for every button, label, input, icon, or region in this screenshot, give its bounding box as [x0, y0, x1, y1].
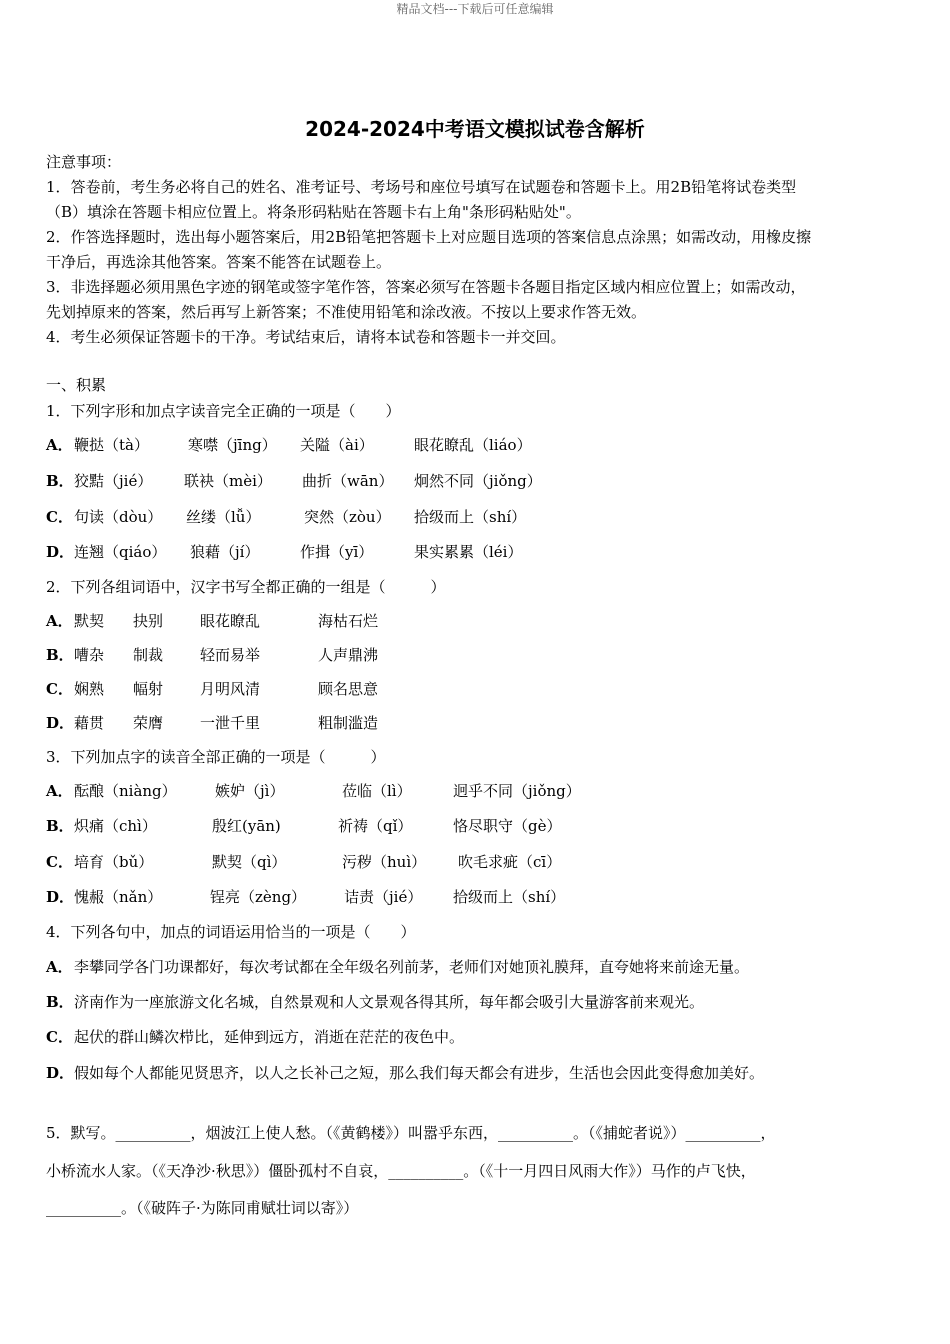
option-item: 嘈杂 — [74, 646, 105, 664]
option-item: 制裁 — [133, 646, 164, 664]
option-letter: B． — [46, 472, 74, 490]
notice-line: 先划掉原来的答案，然后再写上新答案；不准使用铅笔和涂改液。不按以上要求作答无效。 — [46, 303, 647, 321]
option-item: 句读（dòu） — [74, 508, 163, 526]
option-letter: D． — [46, 543, 75, 561]
option-item: 愧赧（nǎn） — [74, 888, 163, 906]
option-item: 眼花瞭乱（liáo） — [414, 436, 532, 454]
option-letter: A． — [46, 612, 73, 630]
option-item: 迥乎不同（jiǒng） — [453, 782, 581, 800]
option-item: 连翘（qiáo） — [74, 543, 167, 561]
question-stem: 3．下列加点字的读音全部正确的一项是（ ） — [46, 748, 386, 766]
option-item: 关隘（ài） — [300, 436, 374, 454]
option-item: 海枯石烂 — [318, 612, 379, 630]
option-letter: A． — [46, 958, 73, 976]
option-letter: D． — [46, 714, 75, 732]
option-item: 顾名思意 — [318, 680, 379, 698]
option-item: 眼花瞭乱 — [200, 612, 261, 630]
notice-line: 3．非选择题必须用黑色字迹的钢笔或签字笔作答，答案必须写在答题卡各题目指定区域内相应位置上；如需改动， — [46, 278, 806, 296]
option-item: 藉贯 — [74, 714, 105, 732]
option-item: 狡黠（jié） — [74, 472, 153, 490]
option-item: 诘责（jié） — [344, 888, 423, 906]
option-letter: C． — [46, 853, 73, 871]
option-item: 恪尽职守（gè） — [453, 817, 562, 835]
option-item: 莅临（lì） — [342, 782, 412, 800]
option-letter: D． — [46, 888, 75, 906]
option-letter: B． — [46, 993, 74, 1011]
option-item: 嫉妒（jì） — [215, 782, 285, 800]
notice-line: 4．考生必须保证答题卡的干净。考试结束后，请将本试卷和答题卡一并交回。 — [46, 328, 566, 346]
option-text: 假如每个人都能见贤思齐，以人之长补己之短，那么我们每天都会有进步，生活也会因此变得愈加美好。 — [74, 1064, 765, 1082]
option-item: 拾级而上（shí） — [414, 508, 527, 526]
option-item: 殷红(yān) — [212, 817, 281, 835]
option-item: 粗制滥造 — [318, 714, 379, 732]
option-letter: B． — [46, 646, 74, 664]
question-stem: 4．下列各句中，加点的词语运用恰当的一项是（ ） — [46, 923, 416, 941]
option-item: 作揖（yī） — [300, 543, 374, 561]
option-item: 拾级而上（shí） — [453, 888, 566, 906]
notice-line: （B）填涂在答题卡相应位置上。将条形码粘贴在答题卡右上角"条形码粘贴处"。 — [46, 203, 581, 221]
notice-line: 2．作答选择题时，选出每小题答案后，用2B铅笔把答题卡上对应题目选项的答案信息点涂黑；如需改动，用橡皮擦 — [46, 228, 812, 246]
option-item: 曲折（wān） — [302, 472, 394, 490]
option-letter: C． — [46, 508, 73, 526]
option-item: 轻而易举 — [200, 646, 261, 664]
question-stem: 2．下列各组词语中，汉字书写全都正确的一组是（ ） — [46, 578, 446, 596]
option-item: 默契（qì） — [212, 853, 287, 871]
option-item: 鞭挞（tà） — [74, 436, 149, 454]
notice-line: 干净后，再选涂其他答案。答案不能答在试题卷上。 — [46, 253, 392, 271]
option-item: 污秽（huì） — [342, 853, 427, 871]
option-item: 联袂（mèi） — [184, 472, 272, 490]
option-item: 人声鼎沸 — [318, 646, 379, 664]
option-item: 祈祷（qǐ） — [338, 817, 413, 835]
option-item: 培育（bǔ） — [74, 853, 154, 871]
option-item: 丝缕（lǚ） — [186, 508, 261, 526]
option-item: 娴熟 — [74, 680, 105, 698]
option-text: 起伏的群山鳞次栉比，延伸到远方，消逝在茫茫的夜色中。 — [74, 1028, 465, 1046]
option-item: 寒噤（jīng） — [188, 436, 277, 454]
option-item: 荣膺 — [133, 714, 164, 732]
dictation-line: 5．默写。__________，烟波江上使人愁。（《黄鹤楼》）叫嚣乎东西，__________。（《捕蛇者说》）__________， — [46, 1124, 776, 1142]
option-item: 酝酿（niàng） — [74, 782, 177, 800]
dictation-line: 小桥流水人家。（《天净沙·秋思》）僵卧孤村不自哀，__________。（《十一月四日风雨大作》）马作的卢飞快， — [46, 1162, 756, 1180]
question-stem: 1．下列字形和加点字读音完全正确的一项是（ ） — [46, 402, 401, 420]
option-item: 默契 — [74, 612, 105, 630]
option-item: 一泄千里 — [200, 714, 261, 732]
option-item: 果实累累（léi） — [414, 543, 523, 561]
notice-line: 1．答卷前，考生务必将自己的姓名、准考证号、考场号和座位号填写在试题卷和答题卡上。用2B铅笔将试卷类型 — [46, 178, 797, 196]
page-title: 2024-2024中考语文模拟试卷含解析 — [305, 117, 645, 141]
option-text: 济南作为一座旅游文化名城，自然景观和人文景观各得其所，每年都会吸引大量游客前来观光。 — [74, 993, 705, 1011]
option-item: 月明风清 — [200, 680, 261, 698]
option-item: 狼藉（jí） — [190, 543, 260, 561]
dictation-line: __________。（《破阵子·为陈同甫赋壮词以寄》） — [46, 1199, 359, 1217]
option-letter: D． — [46, 1064, 75, 1082]
option-text: 李攀同学各门功课都好，每次考试都在全年级名列前茅，老师们对她顶礼膜拜，直夸她将来前途无量。 — [74, 958, 750, 976]
watermark: 精品文档---下载后可任意编辑 — [396, 2, 554, 16]
section-heading: 一、积累 — [46, 376, 107, 394]
option-item: 锃亮（zèng） — [210, 888, 307, 906]
option-letter: A． — [46, 436, 73, 454]
notice-heading: 注意事项： — [46, 153, 122, 171]
option-letter: C． — [46, 680, 73, 698]
option-item: 炽痛（chì） — [74, 817, 157, 835]
option-item: 吹毛求疵（cī） — [458, 853, 562, 871]
option-letter: A． — [46, 782, 73, 800]
option-item: 突然（zòu） — [304, 508, 391, 526]
option-item: 抉别 — [133, 612, 164, 630]
option-item: 炯然不同（jiǒng） — [414, 472, 542, 490]
option-letter: B． — [46, 817, 74, 835]
option-item: 幅射 — [133, 680, 164, 698]
option-letter: C． — [46, 1028, 73, 1046]
